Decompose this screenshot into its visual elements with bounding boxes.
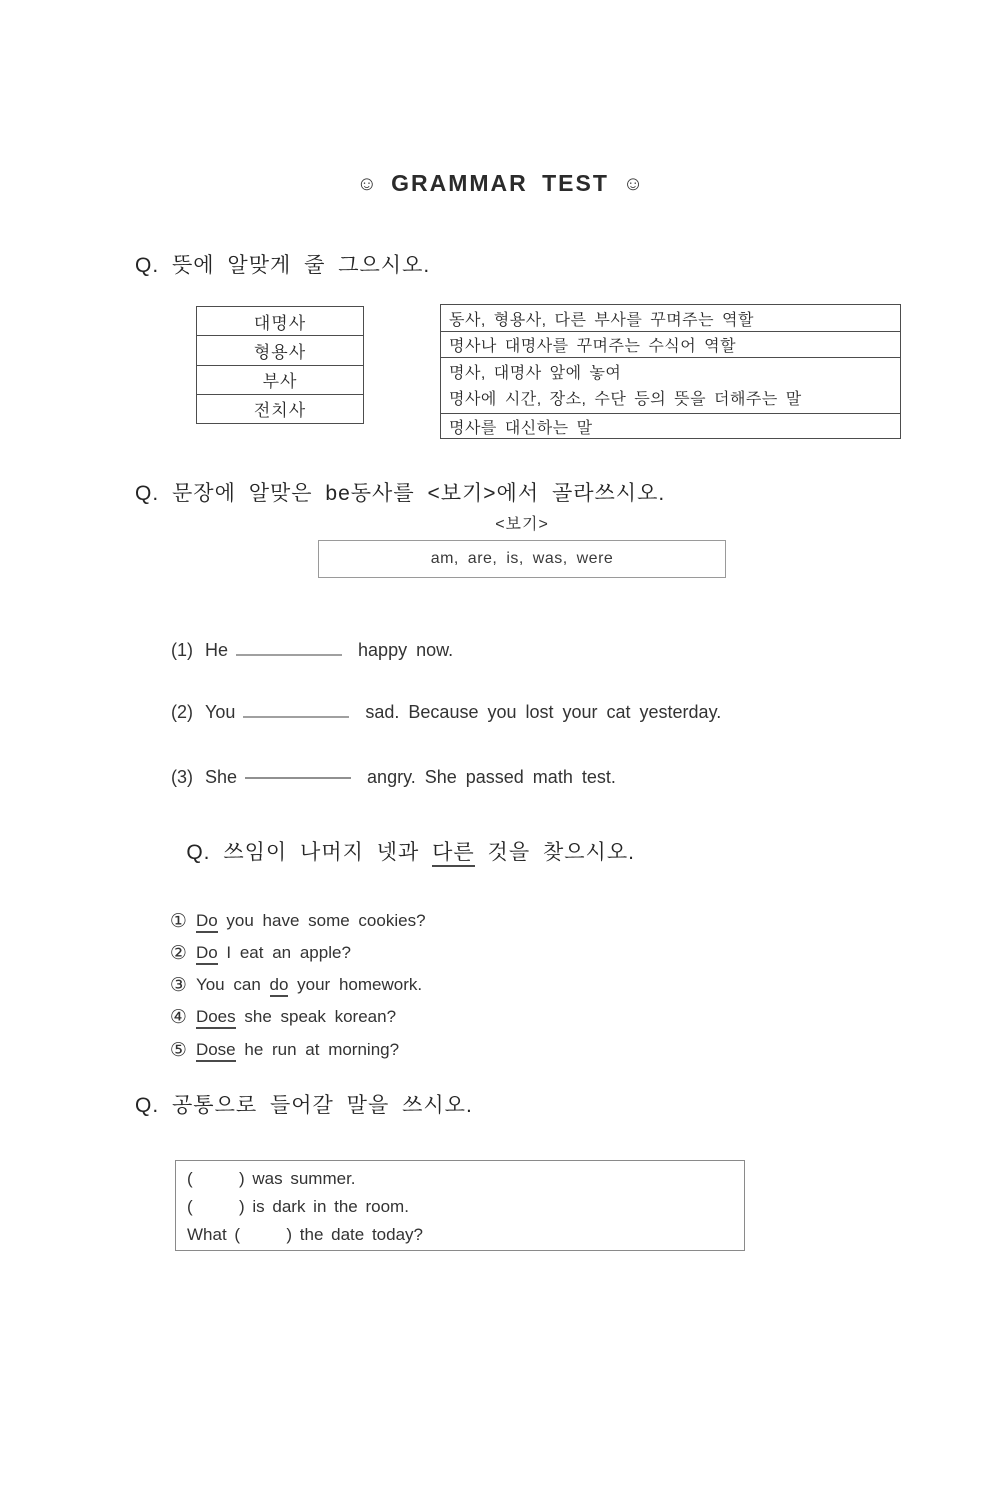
definition-line: 명사에 시간, 장소, 수단 등의 뜻을 더해주는 말 [449,391,802,408]
item-number: (2) [171,702,194,722]
smiley-icon: ☺ [356,173,378,195]
option-post: I eat an apple? [217,943,351,962]
matching-definitions-table [440,304,901,439]
definition-line: 명사, 대명사 앞에 놓여 [449,365,622,382]
item-number: (1) [171,640,194,660]
common-answer-box [175,1160,745,1251]
box-line: What ( ) the date today? [187,1225,423,1244]
sentence-post: angry. She passed math test. [367,767,616,787]
smiley-icon: ☺ [622,173,644,195]
answer-blank [243,701,349,718]
item-number: (3) [171,767,194,787]
sentence-pre: You [205,702,236,722]
definition-cell: 명사를 대신하는 말 [441,413,900,438]
question-prompt-common-word: Q. 공통으로 들어갈 말을 쓰시오. [135,1094,473,1117]
option-number: ④ [169,1007,187,1028]
option-underlined-word: Dose [196,1040,236,1062]
option-post: your homework. [288,975,423,994]
question-prompt-be-verb: Q. 문장에 알맞은 be동사를 <보기>에서 골라쓰시오. [135,482,666,505]
term-cell: 전치사 [197,394,363,423]
question-prompt-odd-one [135,812,635,890]
option-underlined-word: do [270,975,289,997]
page-title-text: GRAMMAR TEST [391,170,609,196]
prompt-underlined-word: 다른 [432,841,475,867]
term-cell: 부사 [197,365,363,394]
fill-in-item [135,618,453,682]
fill-in-item [135,746,616,809]
prompt-post: 것을 찾으시오. [474,841,635,864]
definition-cell: 명사나 대명사를 꾸며주는 수식어 역할 [441,331,900,357]
question-prompt-matching: Q. 뜻에 알맞게 줄 그으시오. [135,254,431,277]
matching-terms-table [196,306,364,424]
option-pre: You can [195,975,270,994]
answer-blank [245,777,351,779]
sentence-post: happy now. [358,640,454,660]
term-cell: 형용사 [197,335,363,364]
option-underlined-word: Does [196,1007,236,1029]
answer-blank [236,639,342,656]
option-number: ② [169,943,187,964]
option-post: she speak korean? [235,1007,397,1026]
option-number: ⑤ [169,1040,187,1061]
term-cell: 대명사 [253,313,307,333]
option-number: ① [169,911,187,932]
sentence-post: sad. Because you lost your cat yesterday. [365,702,722,722]
sentence-pre: He [205,640,229,660]
fill-in-item [135,680,721,744]
definition-cell: 동사, 형용사, 다른 부사를 꾸며주는 역할 [449,311,754,329]
prompt-pre: Q. 쓰임이 나머지 넷과 [186,841,433,864]
option-post: you have some cookies? [217,911,426,930]
definition-cell [441,357,900,413]
word-bank-words: am, are, is, was, were [430,550,614,567]
box-line: ( ) was summer. [187,1169,356,1188]
option-number: ③ [169,975,187,996]
sentence-pre: She [205,767,238,787]
page-title [0,170,1000,197]
word-bank-box [318,540,726,578]
option-underlined-word: Do [196,911,218,933]
option-underlined-word: Do [196,943,218,965]
word-bank-label: <보기> [495,516,549,533]
option-post: he run at morning? [235,1040,400,1059]
box-line: ( ) is dark in the room. [187,1197,409,1216]
option-item [135,1019,399,1082]
